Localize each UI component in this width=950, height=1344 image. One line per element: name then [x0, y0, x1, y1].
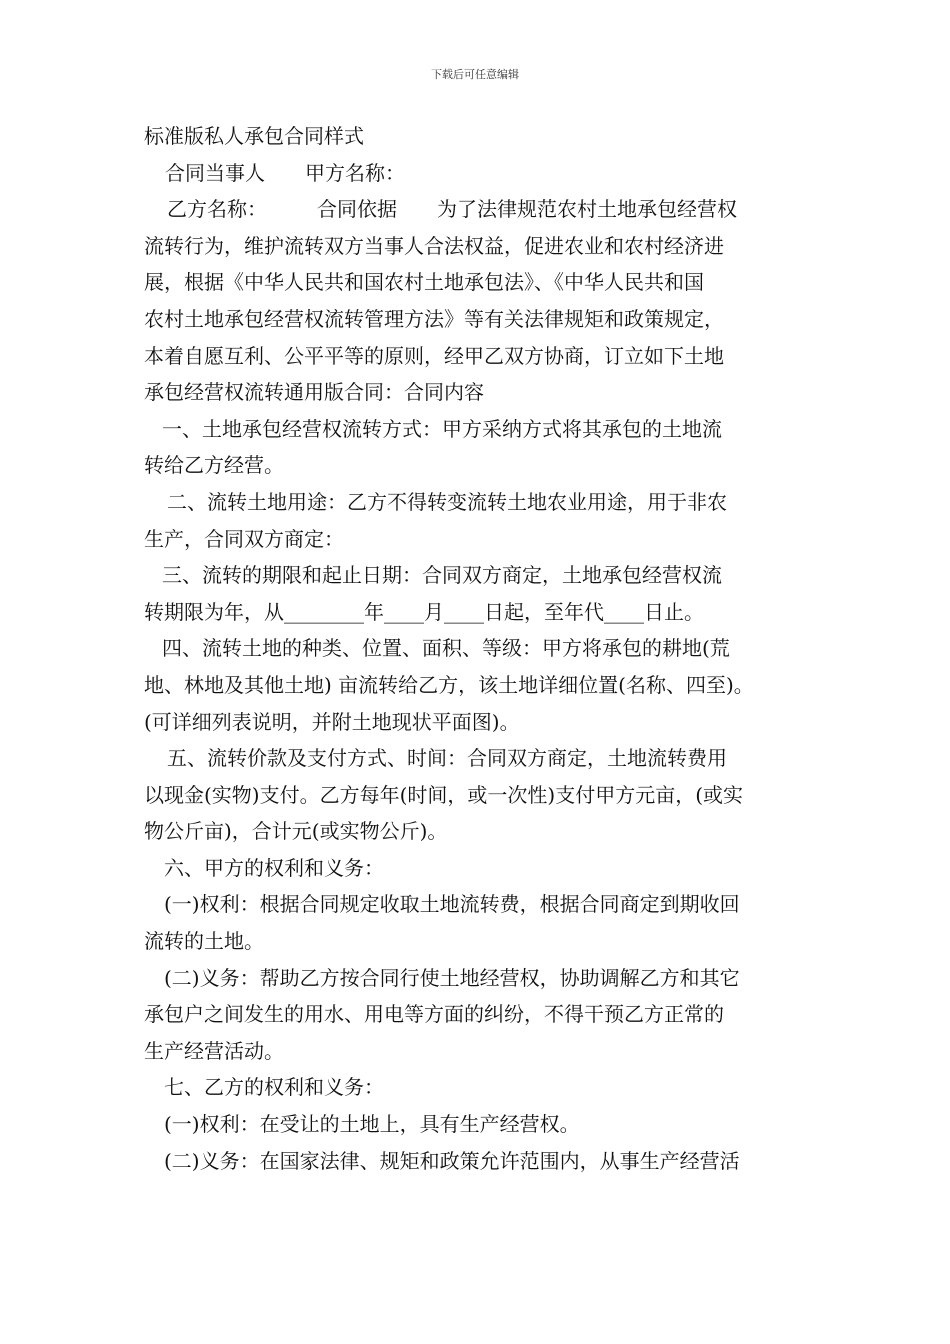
text-line: 农村土地承包经营权流转管理方法》等有关法律规矩和政策规定，	[144, 306, 724, 331]
text-line: 六、甲方的权利和义务：	[164, 855, 384, 880]
text-line: 五、流转价款及支付方式、时间：合同双方商定，土地流转费用	[167, 746, 727, 771]
text-line: 四、流转土地的种类、位置、面积、等级：甲方将承包的耕地(荒	[162, 636, 730, 661]
text-line: 生产经营活动。	[144, 1038, 284, 1063]
text-line: 生产，合同双方商定：	[144, 526, 344, 551]
text-line: 合同当事人 甲方名称：	[165, 160, 405, 185]
text-line: 承包经营权流转通用版合同：合同内容	[144, 380, 484, 405]
text-line: 转期限为年，从________年____月____日起，至年代____日止。	[144, 599, 704, 624]
text-line: 三、流转的期限和起止日期：合同双方商定，土地承包经营权流	[162, 563, 722, 588]
text-line: (可详细列表说明，并附土地现状平面图)。	[144, 709, 520, 734]
text-line: 流转行为，维护流转双方当事人合法权益，促进农业和农村经济进	[144, 233, 724, 258]
text-line: 一、土地承包经营权流转方式：甲方采纳方式将其承包的土地流	[162, 416, 722, 441]
text-line: 转给乙方经营。	[144, 453, 284, 478]
text-line: 流转的土地。	[144, 929, 264, 954]
document-title: 标准版私人承包合同样式	[144, 124, 364, 148]
text-line: (一)权利：在受让的土地上，具有生产经营权。	[164, 1112, 580, 1137]
text-line: (一)权利：根据合同规定收取土地流转费，根据合同商定到期收回	[164, 892, 740, 917]
contract-body	[144, 118, 834, 1179]
header-note: 下载后可任意编辑	[431, 68, 519, 81]
text-line: 物公斤亩)，合计元(或实物公斤)。	[144, 819, 448, 844]
text-line: 以现金(实物)支付。乙方每年(时间，或一次性)支付甲方元亩，(或实	[144, 782, 744, 807]
text-line: (二)义务：帮助乙方按合同行使土地经营权，协助调解乙方和其它	[164, 965, 740, 990]
text-line: 乙方名称： 合同依据 为了法律规范农村土地承包经营权	[167, 197, 737, 222]
text-line: 地、林地及其他土地) 亩流转给乙方，该土地详细位置(名称、四至)。	[144, 672, 754, 697]
text-line: 二、流转土地用途：乙方不得转变流转土地农业用途，用于非农	[167, 489, 727, 514]
text-line: (二)义务：在国家法律、规矩和政策允许范围内，从事生产经营活	[164, 1148, 740, 1173]
text-line: 本着自愿互利、公平平等的原则，经甲乙双方协商，订立如下土地	[144, 343, 724, 368]
text-line: 展，根据《中华人民共和国农村土地承包法》、《中华人民共和国	[144, 270, 704, 295]
text-line: 七、乙方的权利和义务：	[164, 1075, 384, 1100]
text-line: 承包户之间发生的用水、用电等方面的纠纷，不得干预乙方正常的	[144, 1002, 724, 1027]
